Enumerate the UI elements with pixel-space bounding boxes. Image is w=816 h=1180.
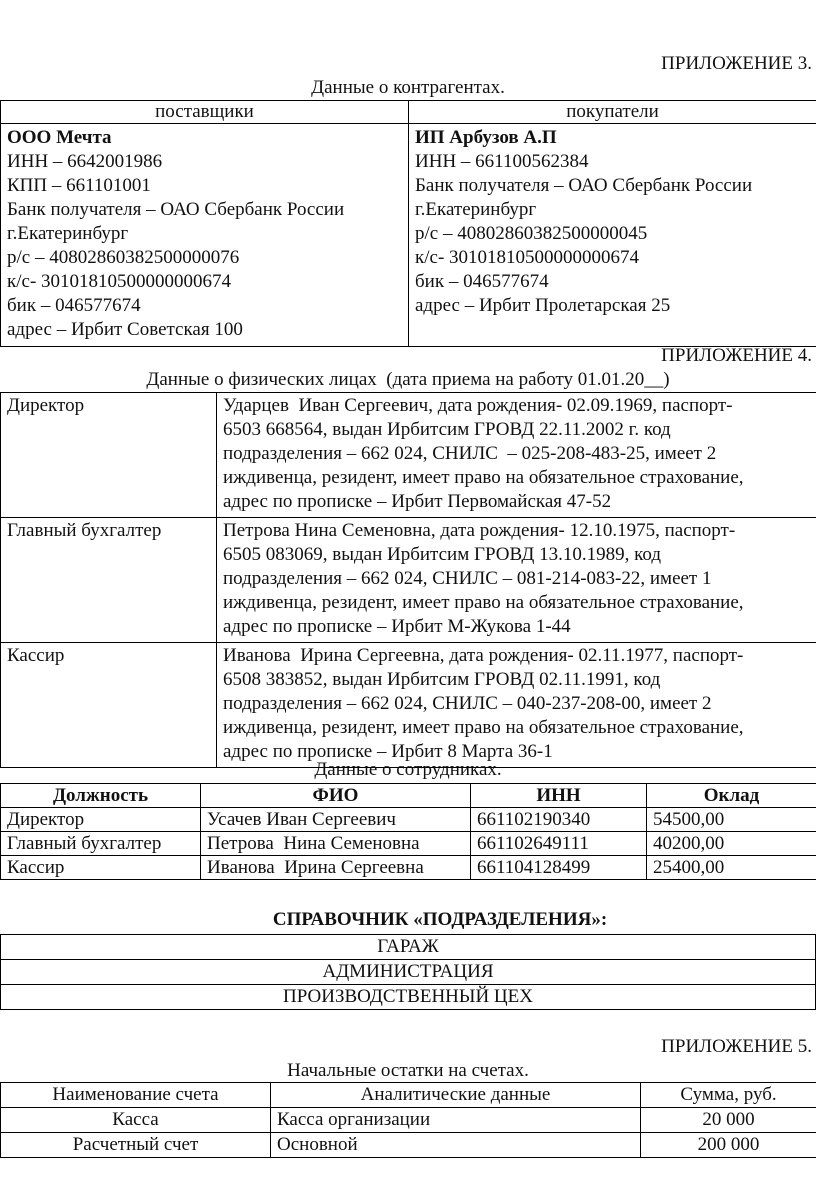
table-row (1, 808, 816, 832)
suppliers-header: поставщики (1, 101, 409, 124)
counterparties-title: Данные о контрагентах. (311, 77, 505, 98)
person-details (217, 518, 816, 643)
analytics-header: Аналитические данные (271, 1083, 641, 1108)
supplier-name: ООО Мечта (7, 127, 112, 148)
person-line: 6505 083069, выдан Ирбитсим ГРОВД 13.10.1989, код (223, 544, 662, 565)
account-name-header: Наименование счета (1, 1083, 271, 1108)
table-row (1, 1108, 816, 1133)
buyer-name: ИП Арбузов А.П (415, 127, 557, 148)
supplier-line: Банк получателя – ОАО Сбербанк России (7, 199, 345, 220)
person-role: Главный бухгалтер (1, 518, 217, 643)
inn-header: ИНН (471, 784, 647, 808)
table-row (1, 832, 816, 856)
salary-header: Оклад (647, 784, 816, 808)
list-item (1, 985, 816, 1010)
buyer-line: р/с – 40802860382500000045 (415, 223, 648, 244)
person-line: Иванова Ирина Сергеевна, дата рождения- 02.11.1977, паспорт- (223, 645, 744, 666)
appendix-5-label: ПРИЛОЖЕНИЕ 5. (661, 1036, 812, 1057)
employee-name: Иванова Ирина Сергеевна (201, 856, 471, 880)
employee-inn: 661102649111 (471, 832, 647, 856)
person-details (217, 643, 816, 768)
employee-inn: 661104128499 (471, 856, 647, 880)
employee-name: Усачев Иван Сергеевич (201, 808, 471, 832)
department-item: АДМИНИСТРАЦИЯ (1, 960, 816, 985)
employees-title: Данные о сотрудниках. (314, 759, 502, 780)
employee-inn: 661102190340 (471, 808, 647, 832)
supplier-line: ИНН – 6642001986 (7, 151, 163, 172)
person-line: адрес по прописке – Ирбит Первомайская 47-52 (223, 491, 612, 512)
person-line: 6508 383852, выдан Ирбитсим ГРОВД 02.11.1991, код (223, 669, 661, 690)
department-item: ГАРАЖ (1, 935, 816, 960)
counterparties-table (0, 100, 816, 347)
departments-title: СПРАВОЧНИК «ПОДРАЗДЕЛЕНИЯ»: (272, 909, 608, 930)
supplier-line: бик – 046577674 (7, 295, 141, 316)
employees-header-row (1, 784, 816, 808)
balances-table (0, 1082, 816, 1158)
list-item (1, 935, 816, 960)
list-item (1, 960, 816, 985)
table-row (1, 856, 816, 880)
person-line: иждивенца, резидент, имеет право на обязательное страхование, (223, 467, 744, 488)
departments-table (0, 934, 816, 1010)
person-role: Директор (1, 393, 217, 518)
supplier-line: р/с – 40802860382500000076 (7, 247, 240, 268)
persons-title: Данные о физических лицах (дата приема на работу 01.01.20__) (146, 369, 670, 390)
account-name: Расчетный счет (1, 1133, 271, 1158)
supplier-line: г.Екатеринбург (7, 223, 129, 244)
appendix-4-label: ПРИЛОЖЕНИЕ 4. (661, 345, 812, 366)
supplier-cell (1, 124, 409, 347)
supplier-line: к/с- 30101810500000000674 (7, 271, 232, 292)
person-line: подразделения – 662 024, СНИЛС – 081-214-083-22, имеет 1 (223, 568, 712, 589)
employees-table (0, 783, 816, 880)
buyer-line: ИНН – 661100562384 (415, 151, 589, 172)
person-row (1, 518, 816, 643)
supplier-line: КПП – 661101001 (7, 175, 151, 196)
account-name: Касса (1, 1108, 271, 1133)
analytics-value: Основной (271, 1133, 641, 1158)
person-row (1, 393, 816, 518)
person-line: иждивенца, резидент, имеет право на обязательное страхование, (223, 592, 744, 613)
person-details (217, 393, 816, 518)
person-line: подразделения – 662 024, СНИЛС – 025-208-483-25, имеет 2 (223, 443, 717, 464)
amount-header: Сумма, руб. (641, 1083, 816, 1108)
person-line: Петрова Нина Семеновна, дата рождения- 12.10.1975, паспорт- (223, 520, 736, 541)
buyer-line: Банк получателя – ОАО Сбербанк России (415, 175, 753, 196)
employee-salary: 25400,00 (647, 856, 816, 880)
person-line: адрес по прописке – Ирбит М-Жукова 1-44 (223, 616, 571, 637)
buyer-line: г.Екатеринбург (415, 199, 537, 220)
buyers-header: покупатели (409, 101, 816, 124)
person-line: Ударцев Иван Сергеевич, дата рождения- 02.09.1969, паспорт- (223, 395, 733, 416)
person-line: подразделения – 662 024, СНИЛС – 040-237-208-00, имеет 2 (223, 693, 712, 714)
analytics-value: Касса организации (271, 1108, 641, 1133)
position-header: Должность (1, 784, 201, 808)
employee-position: Главный бухгалтер (1, 832, 201, 856)
fullname-header: ФИО (201, 784, 471, 808)
counterparties-header-row (1, 101, 816, 124)
person-line: адрес по прописке – Ирбит 8 Марта 36-1 (223, 741, 553, 762)
employee-position: Директор (1, 808, 201, 832)
person-line: 6503 668564, выдан Ирбитсим ГРОВД 22.11.2002 г. код (223, 419, 671, 440)
employee-salary: 40200,00 (647, 832, 816, 856)
employee-salary: 54500,00 (647, 808, 816, 832)
balances-header-row (1, 1083, 816, 1108)
buyer-line: адрес – Ирбит Пролетарская 25 (415, 295, 671, 316)
person-line: иждивенца, резидент, имеет право на обязательное страхование, (223, 717, 744, 738)
buyer-line: бик – 046577674 (415, 271, 549, 292)
person-row (1, 643, 816, 768)
amount-value: 200 000 (641, 1133, 816, 1158)
employee-name: Петрова Нина Семеновна (201, 832, 471, 856)
persons-table (0, 392, 816, 768)
appendix-3-label: ПРИЛОЖЕНИЕ 3. (661, 53, 812, 74)
buyer-cell (409, 124, 816, 347)
employee-position: Кассир (1, 856, 201, 880)
person-role: Кассир (1, 643, 217, 768)
buyer-line: к/с- 30101810500000000674 (415, 247, 640, 268)
table-row (1, 1133, 816, 1158)
balances-title: Начальные остатки на счетах. (287, 1060, 529, 1081)
supplier-line: адрес – Ирбит Советская 100 (7, 319, 243, 340)
counterparties-row (1, 124, 816, 347)
department-item: ПРОИЗВОДСТВЕННЫЙ ЦЕХ (1, 985, 816, 1010)
amount-value: 20 000 (641, 1108, 816, 1133)
